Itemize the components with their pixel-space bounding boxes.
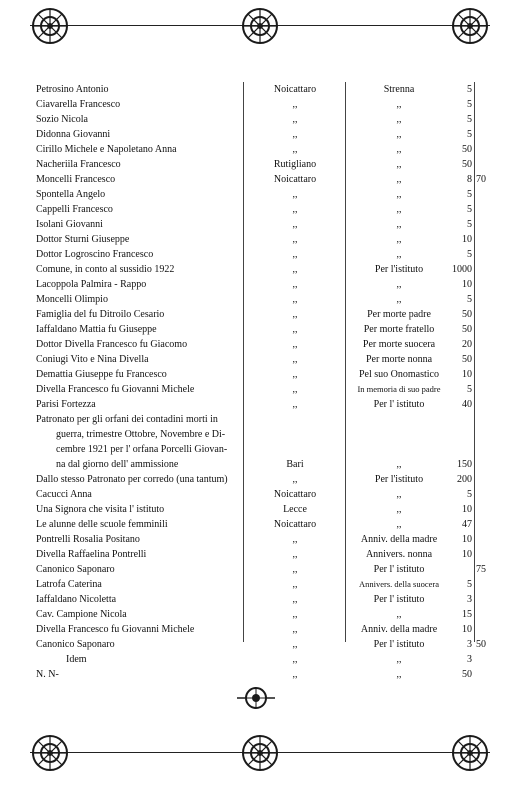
list-item: Nacheriila Francesco Rutigliano ,, 50 xyxy=(36,159,472,170)
list-item: Comune, in conto al sussidio 1922 ,, Per l'istituto 1000 xyxy=(36,264,472,275)
floral-rosette-icon xyxy=(30,6,70,46)
list-item: Canonico Saponaro ,, Per l' istituto 3 50 xyxy=(36,639,486,650)
list-item: Demattia Giuseppe fu Francesco ,, Pel suo Onomastico 10 xyxy=(36,369,472,380)
list-item: Ciavarella Francesco ,, ,, 5 xyxy=(36,99,472,110)
list-item: Dottor Divella Francesco fu Giacomo ,, Per morte suocera 20 xyxy=(36,339,472,350)
list-item: Moncelli Olimpio ,, ,, 5 xyxy=(36,294,472,305)
list-item: Isolani Giovanni ,, ,, 5 xyxy=(36,219,472,230)
list-item: Le alunne delle scuole femminili Noicattaro ,, 47 xyxy=(36,519,472,530)
floral-rosette-icon xyxy=(450,733,490,773)
list-item: Cirillo Michele e Napoletano Anna ,, ,, 50 xyxy=(36,144,472,155)
list-item: Iaffaldano Mattia fu Giuseppe ,, Per morte fratello 50 xyxy=(36,324,472,335)
list-item: Dottor Logroscino Francesco ,, ,, 5 xyxy=(36,249,472,260)
list-item: Divella Francesco fu Giovanni Michele ,, Anniv. della madre 10 xyxy=(36,624,472,635)
list-item: Cav. Campione Nicola ,, ,, 15 xyxy=(36,609,472,620)
list-item: Didonna Giovanni ,, ,, 5 xyxy=(36,129,472,140)
list-item: Iaffaldano Nicoletta ,, Per l' istituto 3 xyxy=(36,594,472,605)
list-item: Dallo stesso Patronato per corredo (una tantum) ,, Per l'istituto 200 xyxy=(36,474,472,485)
top-ornament-band xyxy=(30,6,490,46)
list-item: Lacoppola Palmira - Rappo ,, ,, 10 xyxy=(36,279,472,290)
list-item: Latrofa Caterina ,, Annivers. della suocera 5 xyxy=(36,579,472,590)
floral-rosette-icon xyxy=(237,683,275,713)
list-item: Una Signora che visita l' istituto Lecce ,, 10 xyxy=(36,504,472,515)
list-item: Divella Raffaelina Pontrelli ,, Annivers. nonna 10 xyxy=(36,549,472,560)
list-item: Cappelli Francesco ,, ,, 5 xyxy=(36,204,472,215)
list-item: Canonico Saponaro ,, Per l' istituto 75 xyxy=(36,564,486,575)
floral-rosette-icon xyxy=(240,6,280,46)
list-item: Sozio Nicola ,, ,, 5 xyxy=(36,114,472,125)
floral-rosette-icon xyxy=(240,733,280,773)
list-item: Bari ,, 150 xyxy=(286,459,472,470)
bottom-ornament-band xyxy=(30,733,490,773)
list-item: Dottor Sturni Giuseppe ,, ,, 10 xyxy=(36,234,472,245)
floral-rosette-icon xyxy=(450,6,490,46)
list-item: N. N- ,, ,, 50 xyxy=(36,669,472,680)
list-item: Famiglia del fu Ditroilo Cesario ,, Per morte padre 50 xyxy=(36,309,472,320)
list-item: Parisi Fortezza ,, Per l' istituto 40 xyxy=(36,399,472,410)
patronato-entry: Patronato per gli orfani dei contadini morti in guerra, trimestre Ottobre, Novembre e Di- cembre 1921 per l' orfana Porcelli Giovan- na dal giorno dell' ammissione xyxy=(36,414,228,470)
list-item: Coniugi Vito e Nina Divella ,, Per morte nonna 50 xyxy=(36,354,472,365)
floral-rosette-icon xyxy=(30,733,70,773)
list-item: Divella Francesco fu Giovanni Michele ,, In memoria di suo padre 5 xyxy=(36,384,472,395)
list-item: Moncelli Francesco Noicattaro ,, 8 70 xyxy=(36,174,486,185)
list-item: Idem ,, ,, 3 xyxy=(66,654,472,665)
list-item: Cacucci Anna Noicattaro ,, 5 xyxy=(36,489,472,500)
list-item: Petrosino Antonio Noicattaro Strenna 5 xyxy=(36,84,472,95)
list-item: Pontrelli Rosalia Positano ,, Anniv. della madre 10 xyxy=(36,534,472,545)
list-item: Spontella Angelo ,, ,, 5 xyxy=(36,189,472,200)
